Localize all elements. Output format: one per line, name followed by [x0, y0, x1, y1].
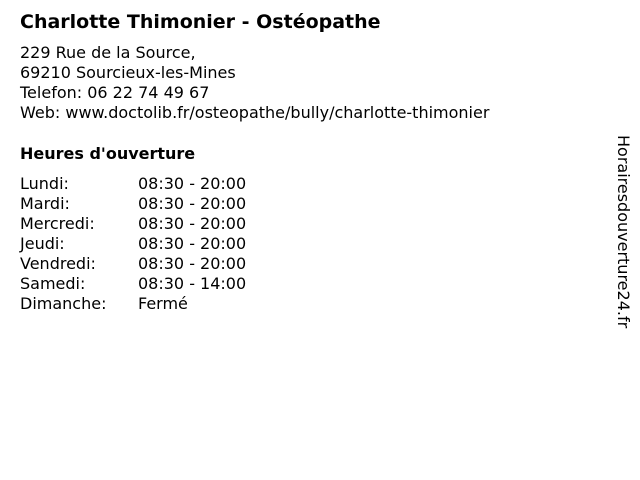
address-street: 229 Rue de la Source, — [20, 43, 196, 62]
web-line: Web: www.doctolib.fr/osteopathe/bully/charlotte-thimonier — [20, 103, 490, 122]
business-contact — [20, 43, 489, 123]
address-city: 69210 Sourcieux-les-Mines — [20, 63, 236, 82]
day-label: Dimanche: — [20, 294, 107, 313]
day-hours: 08:30 - 20:00 — [138, 234, 247, 253]
hours-row-thursday — [20, 234, 246, 254]
hours-row-wednesday — [20, 214, 246, 234]
day-hours: 08:30 - 20:00 — [138, 214, 247, 233]
day-label: Samedi: — [20, 274, 86, 293]
hours-row-sunday — [20, 294, 246, 314]
day-label: Mardi: — [20, 194, 70, 213]
day-label: Vendredi: — [20, 254, 96, 273]
day-hours: 08:30 - 20:00 — [138, 254, 247, 273]
hours-row-tuesday — [20, 194, 246, 214]
business-title: Charlotte Thimonier - Ostéopathe — [20, 11, 381, 33]
day-hours: 08:30 - 20:00 — [138, 174, 247, 193]
hours-heading: Heures d'ouverture — [20, 144, 196, 163]
day-label: Mercredi: — [20, 214, 95, 233]
hours-row-friday — [20, 254, 246, 274]
phone-line: Telefon: 06 22 74 49 67 — [20, 83, 210, 102]
day-hours: 08:30 - 20:00 — [138, 194, 247, 213]
hours-table — [20, 174, 246, 314]
day-hours: Fermé — [138, 294, 188, 313]
hours-row-saturday — [20, 274, 246, 294]
day-label: Lundi: — [20, 174, 69, 193]
day-hours: 08:30 - 14:00 — [138, 274, 247, 293]
hours-row-monday — [20, 174, 246, 194]
site-brand-watermark: Horairesdouverture24.fr — [614, 135, 633, 329]
day-label: Jeudi: — [20, 234, 65, 253]
